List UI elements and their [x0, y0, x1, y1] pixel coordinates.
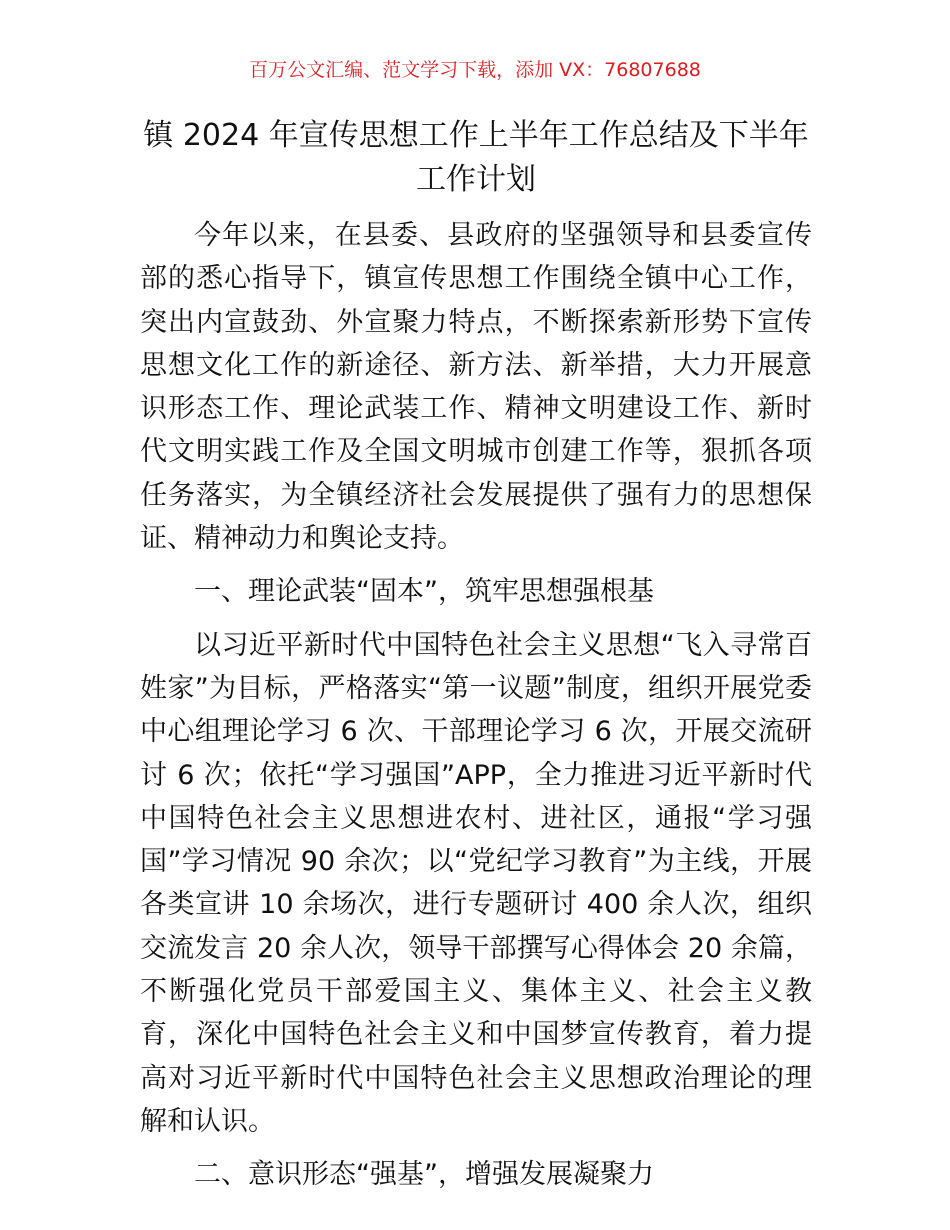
document-body [140, 214, 812, 1207]
section-heading-1: 一、理论武装“固本”，筑牢思想强根基 [194, 576, 654, 608]
intro-paragraph: 今年以来，在县委、县政府的坚强领导和县委宣传部的悉心指导下，镇宣传思想工作围绕全镇中心工作，突出内宣鼓劲、外宣聚力特点，不断探索新形势下宣传思想文化工作的新途径、新方法、新举措，大力开展意识形态工作、理论武装工作、精神文明建设工作、新时代文明实践工作及全国文明城市创建工作等，狠抓各项任务落实，为全镇经济社会发展提供了强有力的思想保证、精神动力和舆论支持。 [140, 220, 812, 555]
section-1-paragraph: 以习近平新时代中国特色社会主义思想“飞入寻常百姓家”为目标，严格落实“第一议题”制度，组织开展党委中心组理论学习 6 次、干部理论学习 6 次，开展交流研讨 6 次；依托“学习强国”APP，全力推进习近平新时代中国特色社会主义思想进农村、进社区，通报“学习强国”学习情况 90 余次；以“党纪学习教育”为主线，开展各类宣讲 10 余场次，进行专题研讨 400 余人次，组织交流发言 20 余人次，领导干部撰写心得体会 20 余篇，不断强化党员干部爱国主义、集体主义、社会主义教育，深化中国特色社会主义和中国梦宣传教育，着力提高对习近平新时代中国特色社会主义思想政治理论的理解和认识。 [140, 629, 812, 1137]
watermark-header: 百万公文汇编、范文学习下载，添加 VX：76807688 [249, 59, 701, 81]
document-title: 镇 2024 年宣传思想工作上半年工作总结及下半年工作计划 [143, 118, 809, 197]
section-heading-2: 二、意识形态“强基”，增强发展凝聚力 [194, 1159, 654, 1191]
